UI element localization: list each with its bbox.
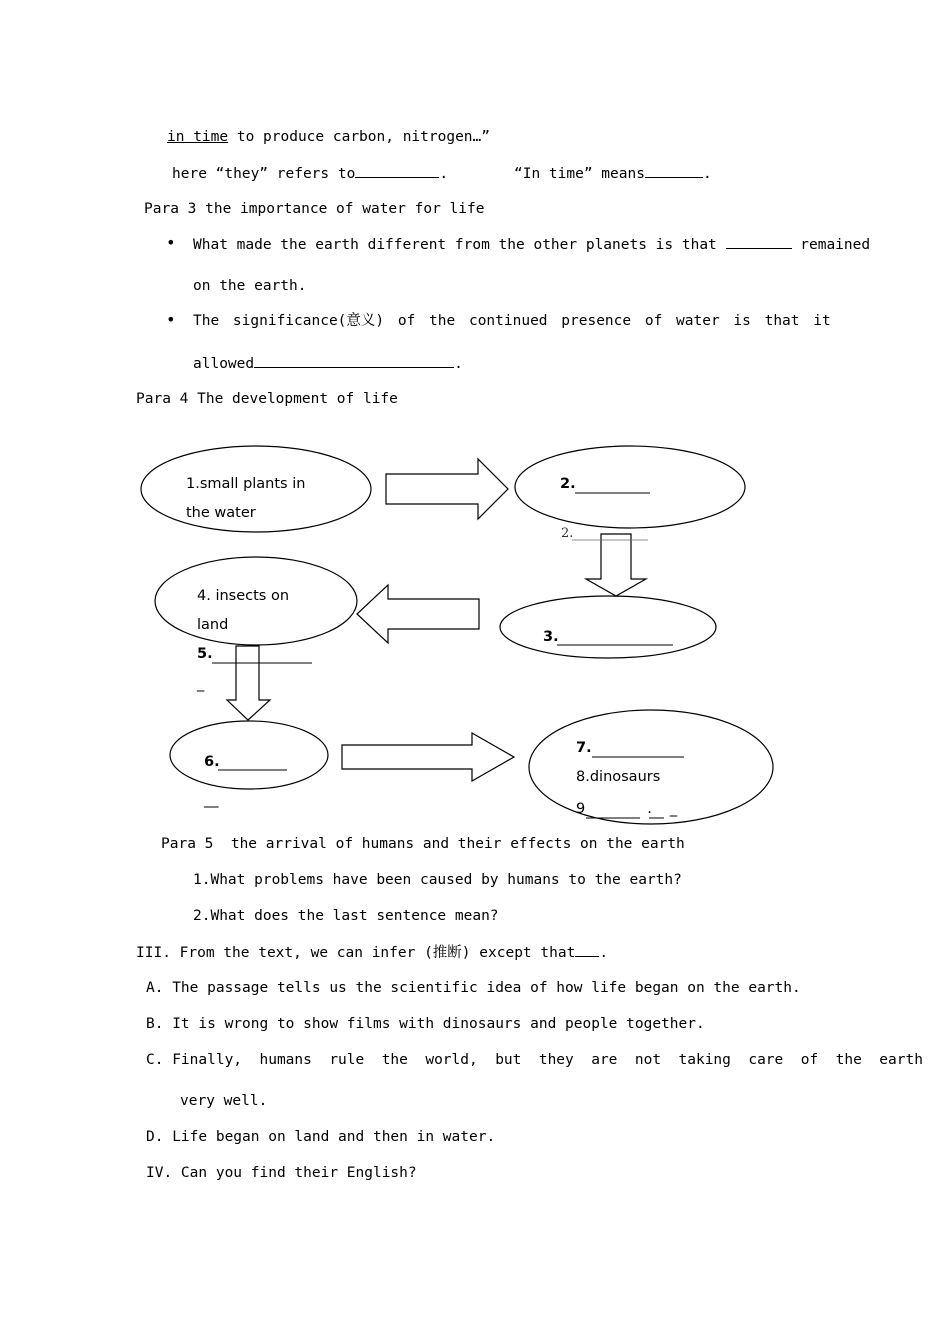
allowed-label: allowed (193, 356, 255, 372)
box3-label: 3. (543, 629, 559, 645)
arrow-down-icon (586, 534, 646, 596)
option-b[interactable]: B. It is wrong to show films with dinosaurs and people together. (146, 1016, 705, 1032)
option-c[interactable]: C. Finally, humans rule the world, but they are not taking care of the earth (146, 1052, 923, 1068)
box4-line2: land (197, 617, 229, 633)
box9-number: 9 (576, 801, 586, 817)
they-refers-prompt: here “they” refers to (172, 166, 356, 182)
arrow-right-icon (342, 733, 514, 781)
box6-label: 6. (204, 754, 220, 770)
period: . (454, 356, 463, 372)
box5-label: 5. (197, 646, 213, 662)
in-time-phrase: in time (167, 129, 229, 145)
option-a[interactable]: A. The passage tells us the scientific idea of how life began on the earth. (146, 980, 801, 996)
box7-line3 (576, 800, 677, 819)
para5-question-2: 2.What does the last sentence mean? (193, 908, 499, 924)
box2-label: 2. (560, 476, 576, 492)
arrow-right-icon (386, 459, 508, 519)
period: . (439, 166, 449, 182)
intro-line-1-rest: to produce carbon, nitrogen…” (228, 129, 491, 145)
section3-blank[interactable] (575, 943, 599, 957)
para3-heading: Para 3 the importance of water for life (144, 201, 485, 217)
para5-heading: Para 5 the arrival of humans and their effects on the earth (161, 836, 685, 852)
box2-note: 2. (561, 526, 574, 541)
box1-line1: 1.small plants in (186, 476, 306, 492)
box6-dash: __ (204, 792, 219, 808)
box4-line1: 4. insects on (197, 588, 290, 604)
box9-dot: . (647, 801, 652, 817)
section3-heading (136, 943, 608, 962)
box5-dash: _ (197, 676, 205, 692)
ellipse-6 (170, 721, 328, 789)
para3-bullet1-cont: on the earth. (193, 278, 307, 294)
para5-question-1: 1.What problems have been caused by humans to the earth? (193, 872, 682, 888)
bullet1-text: What made the earth different from the other planets is that (193, 237, 717, 253)
ellipse-3 (500, 596, 716, 658)
period: . (599, 945, 609, 961)
box1-line2: the water (186, 505, 256, 521)
para3-bullet2: The significance(意义) of the continued presence of water is that it (193, 313, 831, 329)
box9-dash: _ (669, 801, 678, 817)
option-c-cont: very well. (180, 1093, 268, 1109)
option-d[interactable]: D. Life began on land and then in water. (146, 1129, 496, 1145)
arrow-left-icon (357, 585, 479, 643)
box7-line2: 8.dinosaurs (576, 769, 661, 785)
section3-prompt: III. From the text, we can infer (推断) except that (136, 945, 576, 961)
section4-heading: IV. Can you find their English? (146, 1165, 417, 1181)
bullet-icon: • (166, 310, 176, 329)
in-time-means-prompt: “In time” means (514, 166, 645, 182)
ellipse-2 (515, 446, 745, 528)
bullet-icon: • (166, 233, 176, 252)
arrow-down-icon (227, 646, 270, 720)
period: . (702, 166, 712, 182)
bullet1-remained: remained (800, 237, 871, 253)
box7-line1: 7. (576, 740, 592, 756)
para4-heading: Para 4 The development of life (136, 391, 398, 407)
